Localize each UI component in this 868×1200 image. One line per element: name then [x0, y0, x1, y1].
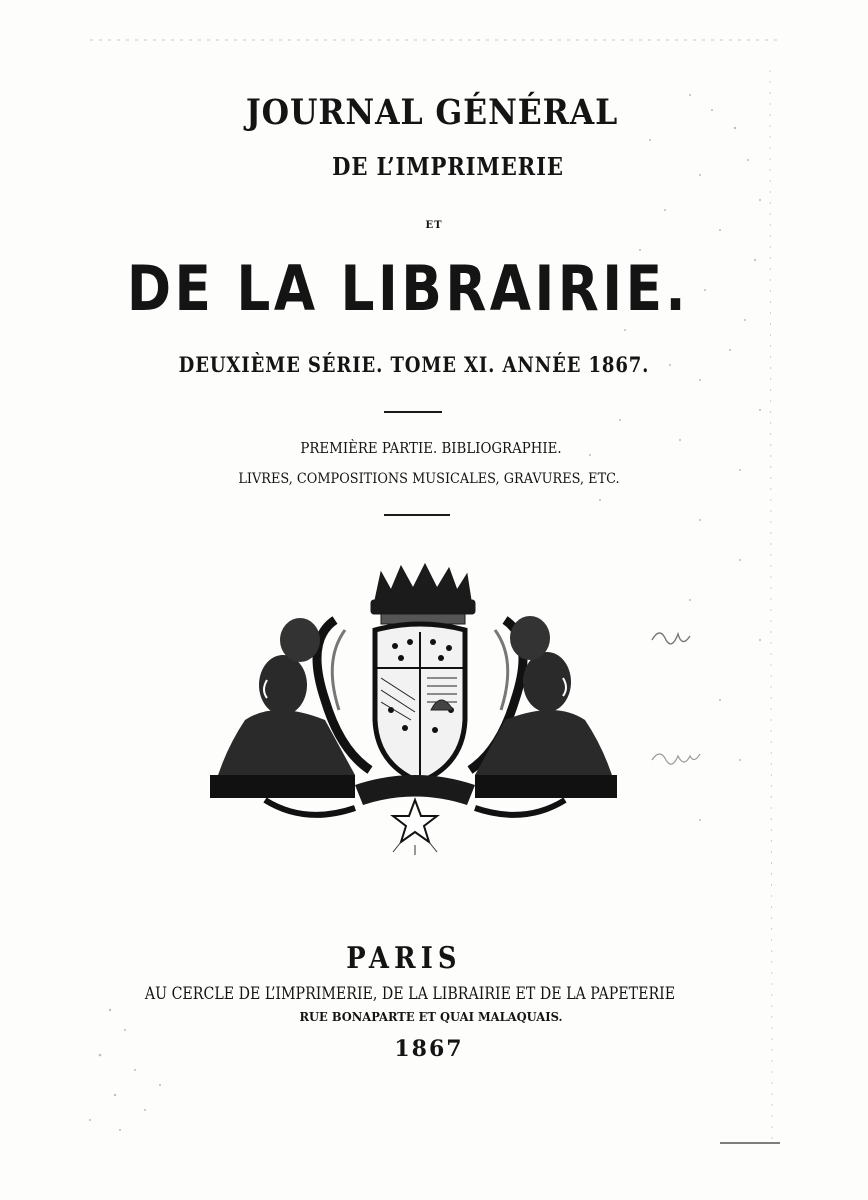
journal-title-conjunction: ET [425, 220, 443, 231]
divider-rule-bottom [384, 514, 450, 516]
journal-title-line-2: DE L’IMPRIMERIE [332, 152, 564, 181]
section-part-heading: PREMIÈRE PARTIE. BIBLIOGRAPHIE. [300, 441, 562, 457]
journal-title-main: DE LA LIBRAIRIE. [126, 252, 690, 325]
series-volume-year: DEUXIÈME SÉRIE. TOME XI. ANNÉE 1867. [178, 352, 650, 377]
section-contents-line: LIVRES, COMPOSITIONS MUSICALES, GRAVURES, ETC. [238, 471, 620, 487]
left-sphinx-figure [210, 618, 355, 798]
imprint-city: PARIS [346, 941, 462, 976]
imprint-address: RUE BONAPARTE ET QUAI MALAQUAIS. [299, 1009, 563, 1024]
imprint-year: 1867 [394, 1036, 464, 1062]
right-sphinx-figure [475, 616, 617, 798]
divider-rule-top [384, 411, 442, 413]
coat-of-arms-emblem-icon [205, 560, 625, 855]
journal-title-line-1: JOURNAL GÉNÉRAL [245, 92, 619, 133]
imprint-publisher: AU CERCLE DE L’IMPRIMERIE, DE LA LIBRAIRIE ET DE LA PAPETERIE [144, 984, 676, 1003]
